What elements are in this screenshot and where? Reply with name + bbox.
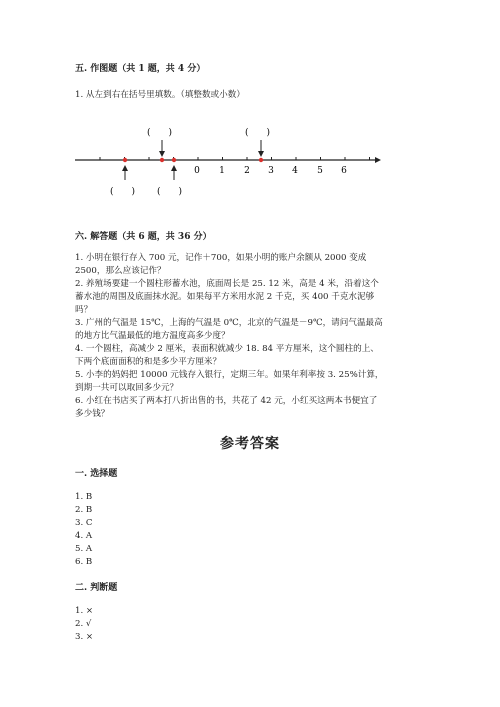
section6-line: 2500，那么应该记作？ — [75, 266, 166, 276]
up-arrow-right-icon — [171, 165, 177, 180]
choice-answer: 4. A — [75, 531, 93, 541]
answers-title: 参考答案 — [220, 436, 280, 452]
choice-answer: 3. C — [75, 518, 93, 528]
section6-line: 到期一共可以取回多少元？ — [75, 383, 179, 393]
judge-answer: 1. × — [75, 606, 94, 616]
section6-line: 4. 一个圆柱，高减少 2 厘米，表面积就减少 18. 84 平方厘米，这个圆柱的上、 — [75, 344, 379, 354]
section6-line: 6. 小红在书店买了两本打八折出售的书，共花了 42 元，小红买这两本书便宜了 — [75, 396, 378, 406]
tick-label: 1 — [219, 166, 225, 176]
tick-label: 5 — [317, 166, 323, 176]
judge-answer: 3. × — [75, 632, 94, 642]
top-paren-left: ( ) — [147, 128, 173, 138]
tick-label: 0 — [194, 166, 200, 176]
choice-answer: 5. A — [75, 544, 93, 554]
tick-label: 4 — [292, 166, 298, 176]
up-arrow-left-icon — [122, 165, 128, 180]
section6-heading: 六. 解答题（共 6 题，共 36 分） — [75, 232, 212, 242]
section6-line: 下两个底面面积的和是多少平方厘米？ — [75, 357, 222, 367]
number-line-axis — [75, 157, 381, 163]
section5-heading: 五. 作图题（共 1 题，共 4 分） — [75, 64, 206, 74]
choice-answer: 1. B — [75, 492, 93, 502]
section6-line: 多少钱？ — [75, 409, 110, 419]
section6-line: 蓄水池的周围及底面抹水泥。如果每平方米用水泥 2 千克，买 400 千克水泥够 — [75, 292, 375, 302]
judge-heading: 二. 判断题 — [75, 583, 118, 593]
section6-line: 5. 小李的妈妈把 10000 元钱存入银行，定期三年。如果年利率按 3. 25%计算， — [75, 370, 384, 380]
marked-point — [123, 158, 127, 162]
section6-line: 2. 养殖场要建一个圆柱形蓄水池，底面周长是 25. 12 米，高是 4 米，沿着这个 — [75, 279, 379, 289]
marked-point — [160, 158, 164, 162]
tick-label: 3 — [268, 166, 274, 176]
marked-point — [259, 158, 263, 162]
section6-line: 3. 广州的气温是 15℃，上海的气温是 0℃，北京的气温是－9℃，请问气温最高 — [75, 318, 383, 328]
section5-question-1: 1. 从左到右在括号里填数。（填整数或小数） — [75, 90, 245, 100]
choice-answer: 2. B — [75, 505, 93, 515]
down-arrow-right-icon — [258, 140, 264, 157]
bottom-paren-left: ( ) — [110, 187, 136, 197]
section6-line: 吗？ — [75, 305, 93, 315]
down-arrow-left-icon — [159, 140, 165, 157]
marked-point — [172, 158, 176, 162]
tick-label: 2 — [244, 166, 250, 176]
number-line-figure — [75, 120, 395, 200]
choice-heading: 一. 选择题 — [75, 469, 118, 479]
tick-label: 6 — [341, 166, 347, 176]
top-paren-right: ( ) — [245, 128, 271, 138]
bottom-paren-right: ( ) — [157, 187, 183, 197]
choice-answer: 6. B — [75, 557, 93, 567]
judge-answer: 2. √ — [75, 619, 92, 629]
section6-line: 的地方比气温最低的地方温度高多少度？ — [75, 331, 230, 341]
section6-line: 1. 小明在银行存入 700 元，记作＋700，如果小明的账户余额从 2000 变成 — [75, 253, 367, 263]
